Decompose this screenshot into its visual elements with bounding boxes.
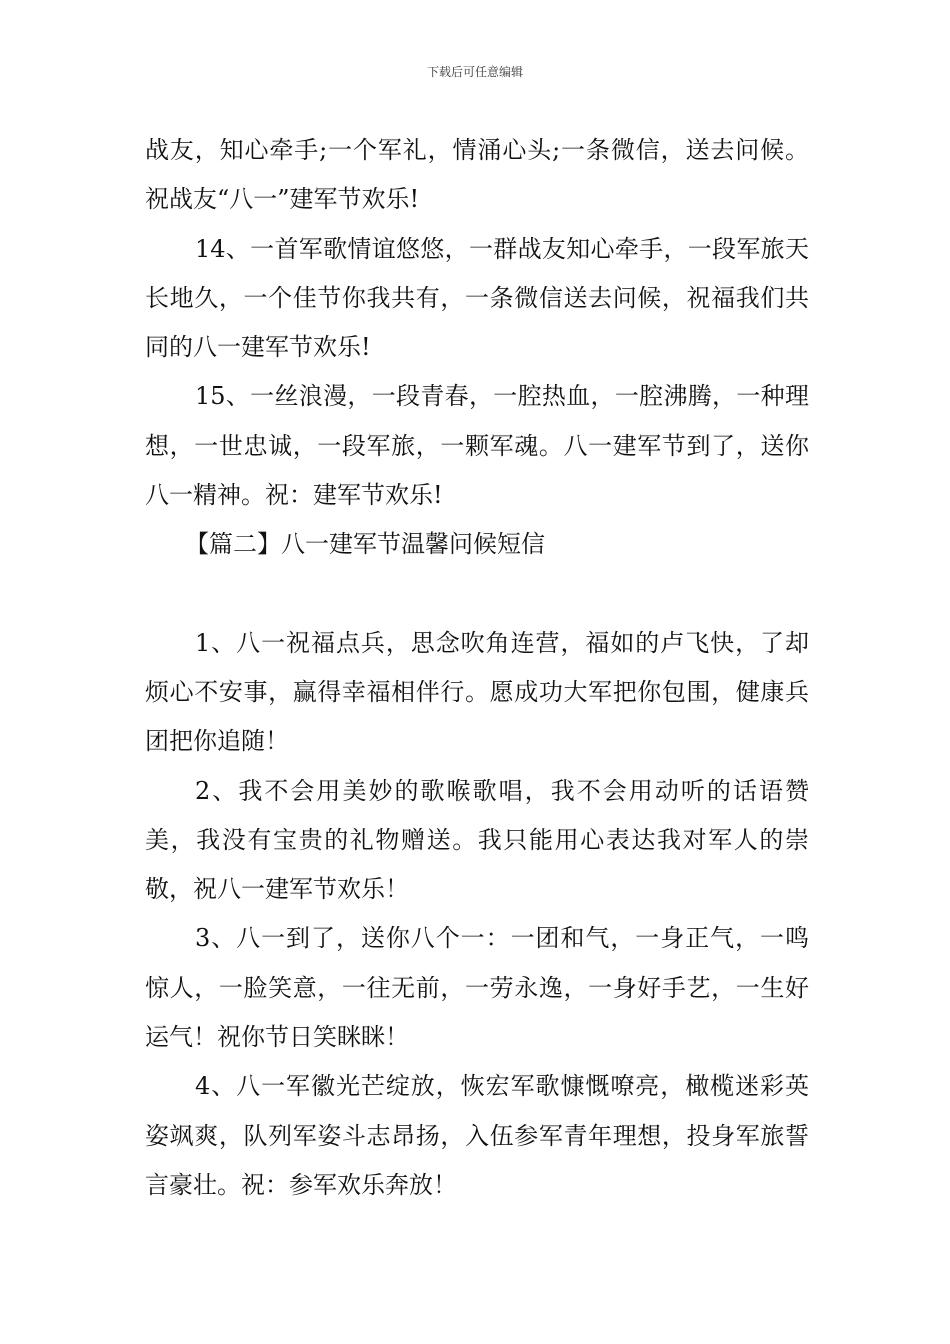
page-header: 下载后可任意编辑 [426, 65, 523, 79]
paragraph-15: 15、一丝浪漫，一段青春，一腔热血，一腔沸腾，一种理想，一世忠诚，一段军旅，一颗军魂。八一建军节到了，送你八一精神。祝：建军节欢乐! [145, 382, 809, 510]
paragraph-4: 4、八一军徽光芒绽放，恢宏军歌慷慨嘹亮，橄榄迷彩英姿飒爽，队列军姿斗志昂扬，入伍参军青年理想，投身军旅誓言豪壮。祝：参军欢乐奔放！ [145, 1072, 809, 1199]
paragraph-1: 1、八一祝福点兵，思念吹角连营，福如的卢飞快，了却烦心不安事，赢得幸福相伴行。愿成功大军把你包围，健康兵团把你追随！ [145, 628, 809, 756]
paragraph-2: 2、我不会用美妙的歌喉歌唱，我不会用动听的话语赞美，我没有宝贵的礼物赠送。我只能用心表达我对军人的崇敬，祝八一建军节欢乐！ [145, 776, 809, 904]
document-body [145, 126, 809, 1210]
paragraph-continued: 战友，知心牵手;一个军礼，情涌心头;一条微信，送去问候。祝战友“八一”建军节欢乐! [145, 136, 809, 214]
paragraph-14: 14、一首军歌情谊悠悠，一群战友知心牵手，一段军旅天长地久，一个佳节你我共有，一条微信送去问候，祝福我们共同的八一建军节欢乐! [145, 234, 809, 362]
section-spacer [145, 570, 809, 619]
section-heading: 【篇二】八一建军节温馨问候短信 [185, 530, 545, 559]
paragraph-3: 3、八一到了，送你八个一：一团和气，一身正气，一鸣惊人，一脸笑意，一往无前，一劳永逸，一身好手艺，一生好运气！祝你节日笑眯眯！ [145, 924, 809, 1052]
